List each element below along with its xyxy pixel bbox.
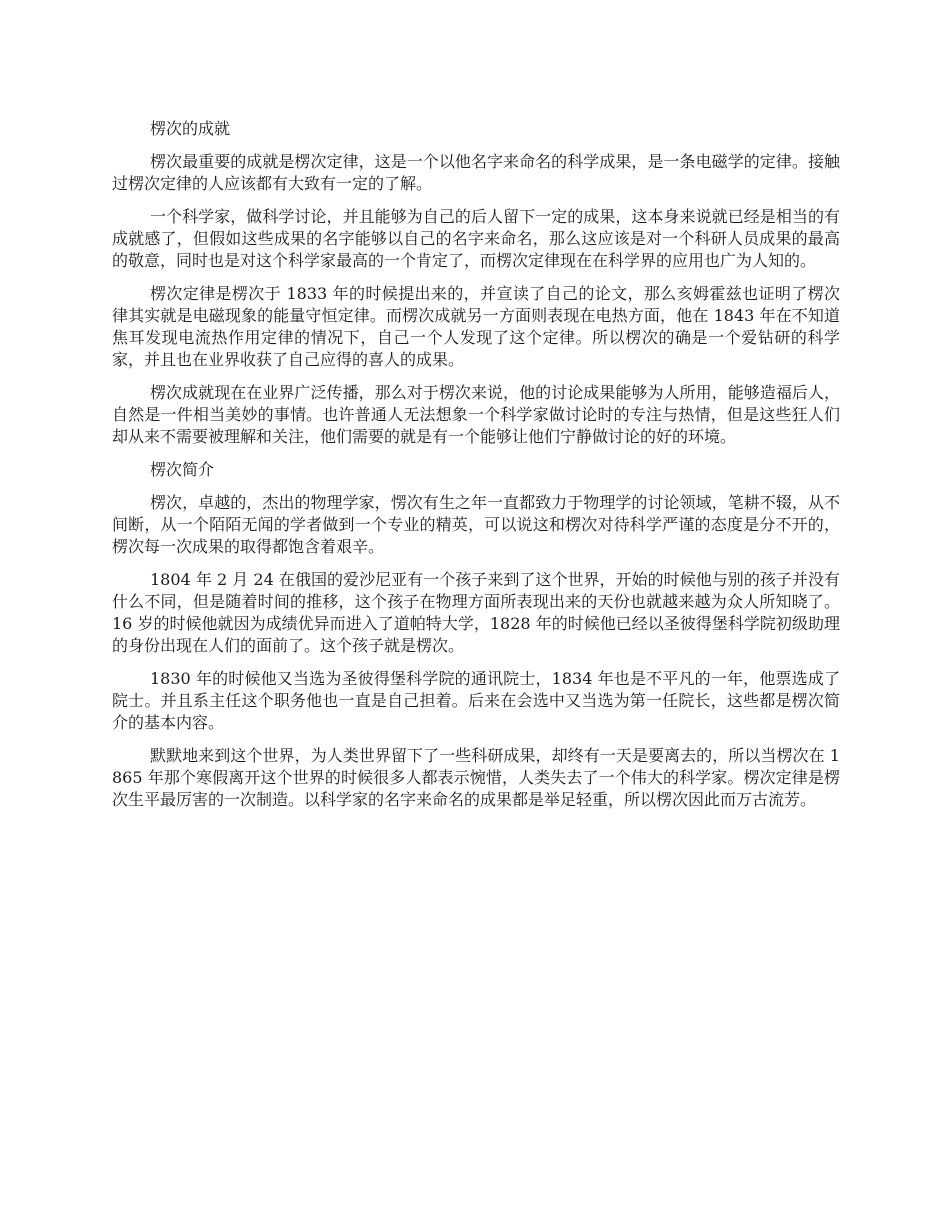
paragraph: 默默地来到这个世界，为人类世界留下了一些科研成果，却终有一天是要离去的，所以当楞次在 1865 年那个寒假离开这个世界的时候很多人都表示惋惜，人类失去了一个伟大的科学家。楞次定律是楞次生平最厉害的一次制造。以科学家的名字来命名的成果都是举足轻重，所以楞次因此而万古流芳。: [112, 746, 840, 809]
paragraph: 楞次成就现在在业界广泛传播，那么对于楞次来说，他的讨论成果能够为人所用，能够造福后人，自然是一件相当美妙的事情。也许普通人无法想象一个科学家做讨论时的专注与热情，但是这些狂人们却从来不需要被理解和关注，他们需要的就是有一个能够让他们宁静做讨论的好的环境。: [112, 383, 840, 446]
section-heading: 楞次的成就: [150, 119, 231, 138]
paragraph: 1804 年 2 月 24 在俄国的爱沙尼亚有一个孩子来到了这个世界，开始的时候他与别的孩子并没有什么不同，但是随着时间的推移，这个孩子在物理方面所表现出来的天份也就越来越为众人所知晓了。16 岁的时候他就因为成绩优异而进入了道帕特大学，1828 年的时候他已经以圣彼得堡科学院初级助理的身份出现在人们的面前了。这个孩子就是楞次。: [112, 570, 840, 655]
paragraph: 楞次最重要的成就是楞次定律，这是一个以他名字来命名的科学成果，是一条电磁学的定律。接触过楞次定律的人应该都有大致有一定的了解。: [112, 152, 840, 193]
paragraph: 1830 年的时候他又当选为圣彼得堡科学院的通讯院士，1834 年也是不平凡的一年，他票选成了院士。并且系主任这个职务他也一直是自己担着。后来在会选中又当选为第一任院长，这些都是楞次简介的基本内容。: [112, 669, 840, 732]
paragraph: 楞次，卓越的，杰出的物理学家，愣次有生之年一直都致力于物理学的讨论领域，笔耕不辍，从不间断，从一个陌陌无闻的学者做到一个专业的精英，可以说这和楞次对待科学严谨的态度是分不开的，楞次每一次成果的取得都饱含着艰辛。: [112, 493, 840, 556]
section-biography: [112, 459, 840, 811]
section-heading: 楞次简介: [150, 460, 215, 479]
section-achievements: [112, 118, 840, 448]
paragraph: 一个科学家，做科学讨论，并且能够为自己的后人留下一定的成果，这本身来说就已经是相当的有成就感了，但假如这些成果的名字能够以自己的名字来命名，那么这应该是对一个科研人员成果的最高的敬意，同时也是对这个科学家最高的一个肯定了，而楞次定律现在在科学界的应用也广为人知的。: [112, 207, 840, 270]
document-body: [112, 118, 840, 822]
paragraph: 楞次定律是楞次于 1833 年的时候提出来的，并宣读了自己的论文，那么亥姆霍兹也证明了楞次律其实就是电磁现象的能量守恒定律。而楞次成就另一方面则表现在电热方面，他在 1843 年在不知道焦耳发现电流热作用定律的情况下，自己一个人发现了这个定律。所以楞次的确是一个爱钻研的科学家，并且也在业界收获了自己应得的喜人的成果。: [112, 284, 840, 369]
